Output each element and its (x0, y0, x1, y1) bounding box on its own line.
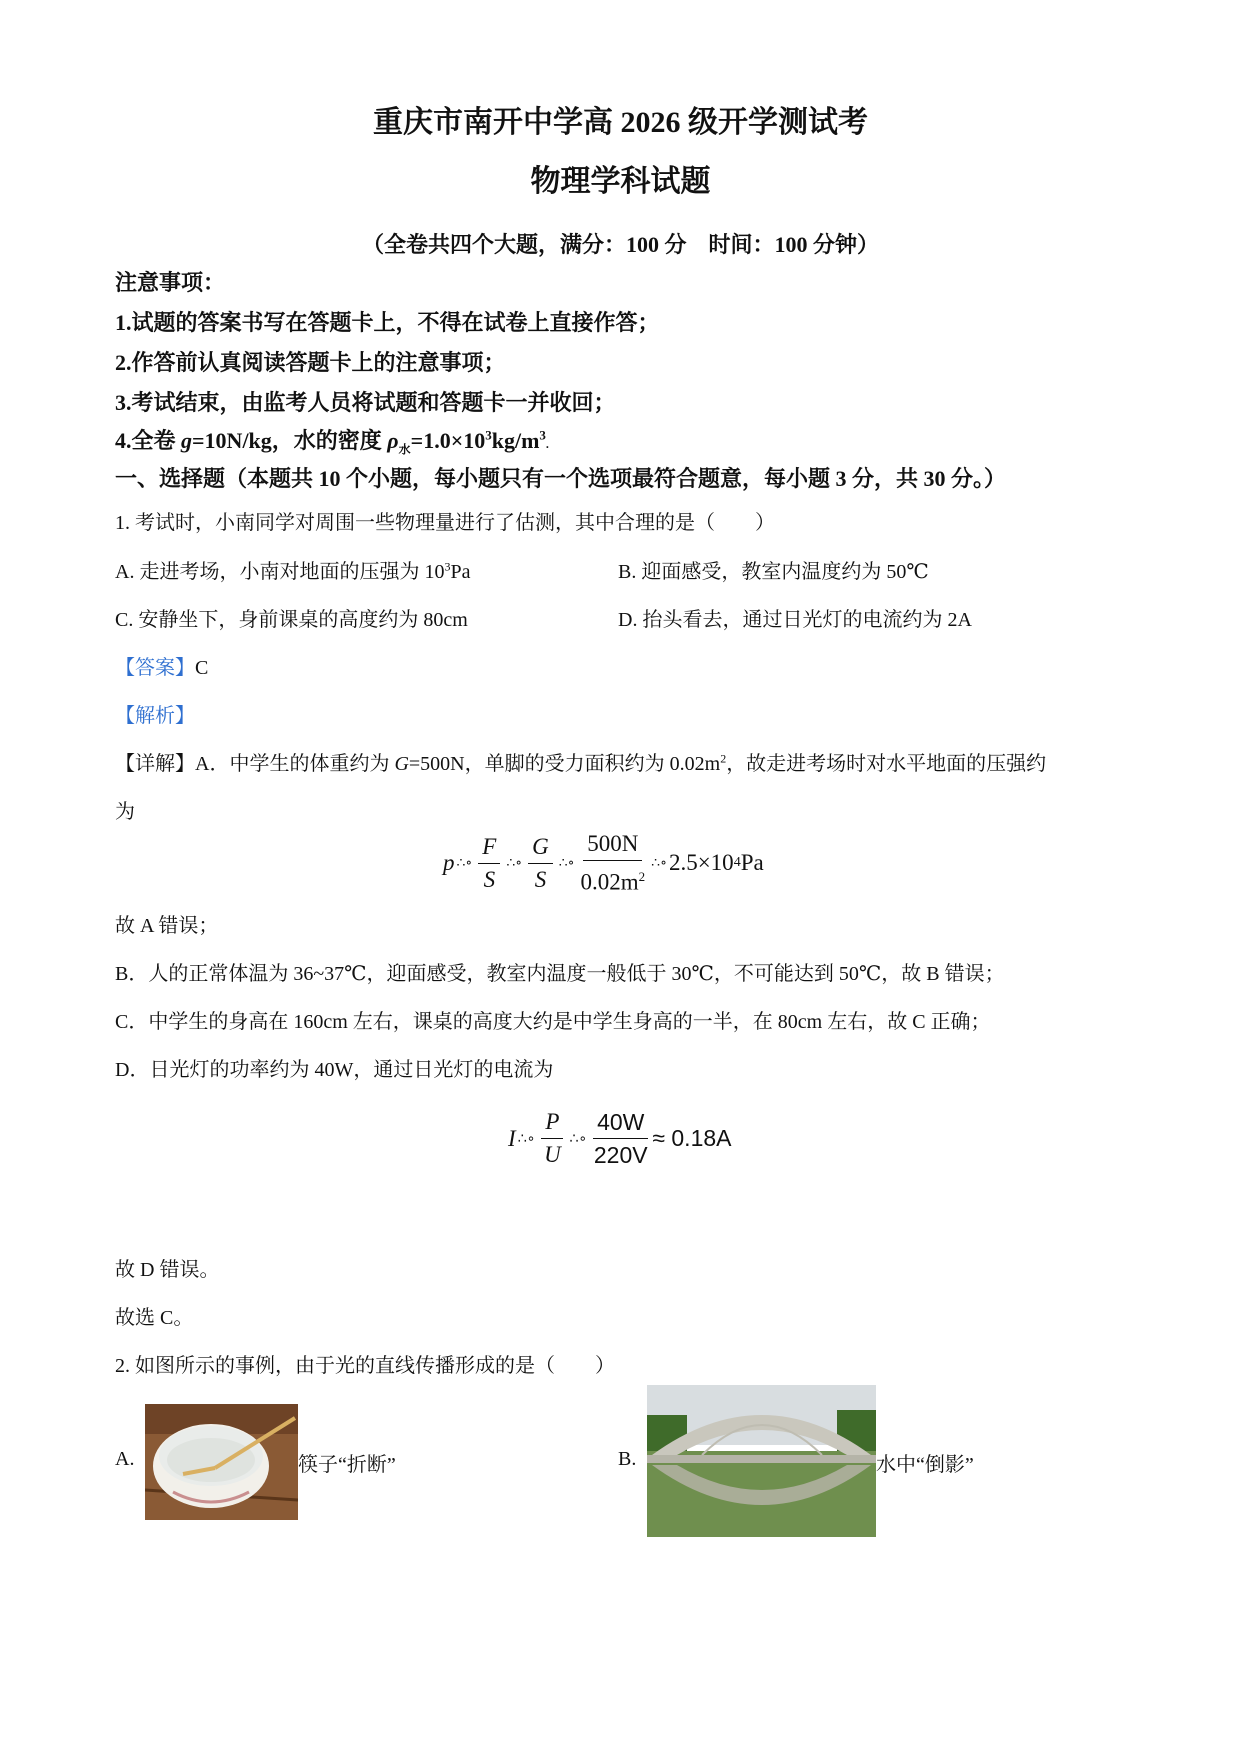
q1-option-d: D. 抬头看去，通过日光灯的电流约为 2A (618, 609, 972, 631)
final-answer: 故选 C。 (115, 1307, 194, 1329)
answer-value: C (195, 657, 209, 679)
note-item-2: 2.作答前认真阅读答题卡上的注意事项； (115, 350, 506, 375)
q1-option-c: C. 安静坐下，身前课桌的高度约为 80cm (115, 609, 468, 631)
q1-option-b: B. 迎面感受，教室内温度约为 50℃ (618, 561, 929, 583)
section-heading: 一、选择题（本题共 10 个小题，每小题只有一个选项最符合题意，每小题 3 分，共 30 分。） (115, 466, 1007, 491)
exam-info: （全卷共四个大题，满分：100 分 时间：100 分钟） (361, 232, 879, 257)
note-item-1: 1.试题的答案书写在答题卡上，不得在试卷上直接作答； (115, 310, 660, 335)
note-item-3: 3.考试结束，由监考人员将试题和答题卡一并收回； (115, 390, 616, 415)
q2-option-a-letter: A. (115, 1448, 135, 1470)
answer-label: 【答案】 (115, 657, 195, 679)
explanation-c: C．中学生的身高在 160cm 左右，课桌的高度大约是中学生身高的一半，在 80cm 左右，故 C 正确； (115, 1011, 991, 1033)
current-equation: I ∴∘ $\frac{P}{U}$ ∴∘ $\frac{40W}{220V}$ ≈ 0.18A (508, 1109, 732, 1168)
conclusion-a: 故 A 错误； (115, 915, 219, 937)
q2-option-a-caption: 筷子“折断” (298, 1454, 396, 1476)
exam-title: 重庆市南开中学高 2026 级开学测试考 (373, 106, 868, 139)
exam-subtitle: 物理学科试题 (530, 165, 711, 198)
explanation-b: B．人的正常体温为 36~37℃，迎面感受，教室内温度一般低于 30℃，不可能达到 50℃，故 B 错误； (115, 963, 1005, 985)
question-2-stem: 2. 如图所示的事例，由于光的直线传播形成的是（ ） (115, 1355, 615, 1377)
conclusion-d: 故 D 错误。 (115, 1259, 220, 1281)
detail-line-1-cont: 为 (115, 801, 135, 823)
q2-option-b-caption: 水中“倒影” (876, 1454, 974, 1476)
q1-option-a: A. 走进考场，小南对地面的压强为 $10^3Pa$ (115, 559, 471, 583)
note-item-4: 4.全卷 g=10N/kg，水的密度 $\rho_水=1.0\times 10^3kg/m^3$. (115, 427, 549, 457)
explanation-d: D．日光灯的功率约为 40W，通过日光灯的电流为 (115, 1059, 554, 1081)
pressure-equation: p ∴∘ $\frac{F}{S}$ ∴∘ $\frac{G}{S}$ ∴∘ $\frac{500N}{0.02m^2}$ ∴∘ 2.5×10 4 Pa (443, 831, 764, 895)
answer-line (115, 651, 208, 680)
bridge-reflection-image (647, 1385, 876, 1537)
notes-heading: 注意事项： (115, 270, 226, 295)
question-1-stem: 1. 考试时，小南同学对周围一些物理量进行了估测，其中合理的是（ ） (115, 512, 775, 534)
analysis-label: 【解析】 (115, 705, 195, 727)
detail-line-1: 【详解】A．中学生的体重约为 G=500N，单脚的受力面积约为 $0.02m^2$，故走进考场时对水平地面的压强约 (115, 751, 1047, 775)
q2-option-b-letter: B. (618, 1448, 637, 1470)
bowl-chopstick-image (145, 1404, 298, 1520)
